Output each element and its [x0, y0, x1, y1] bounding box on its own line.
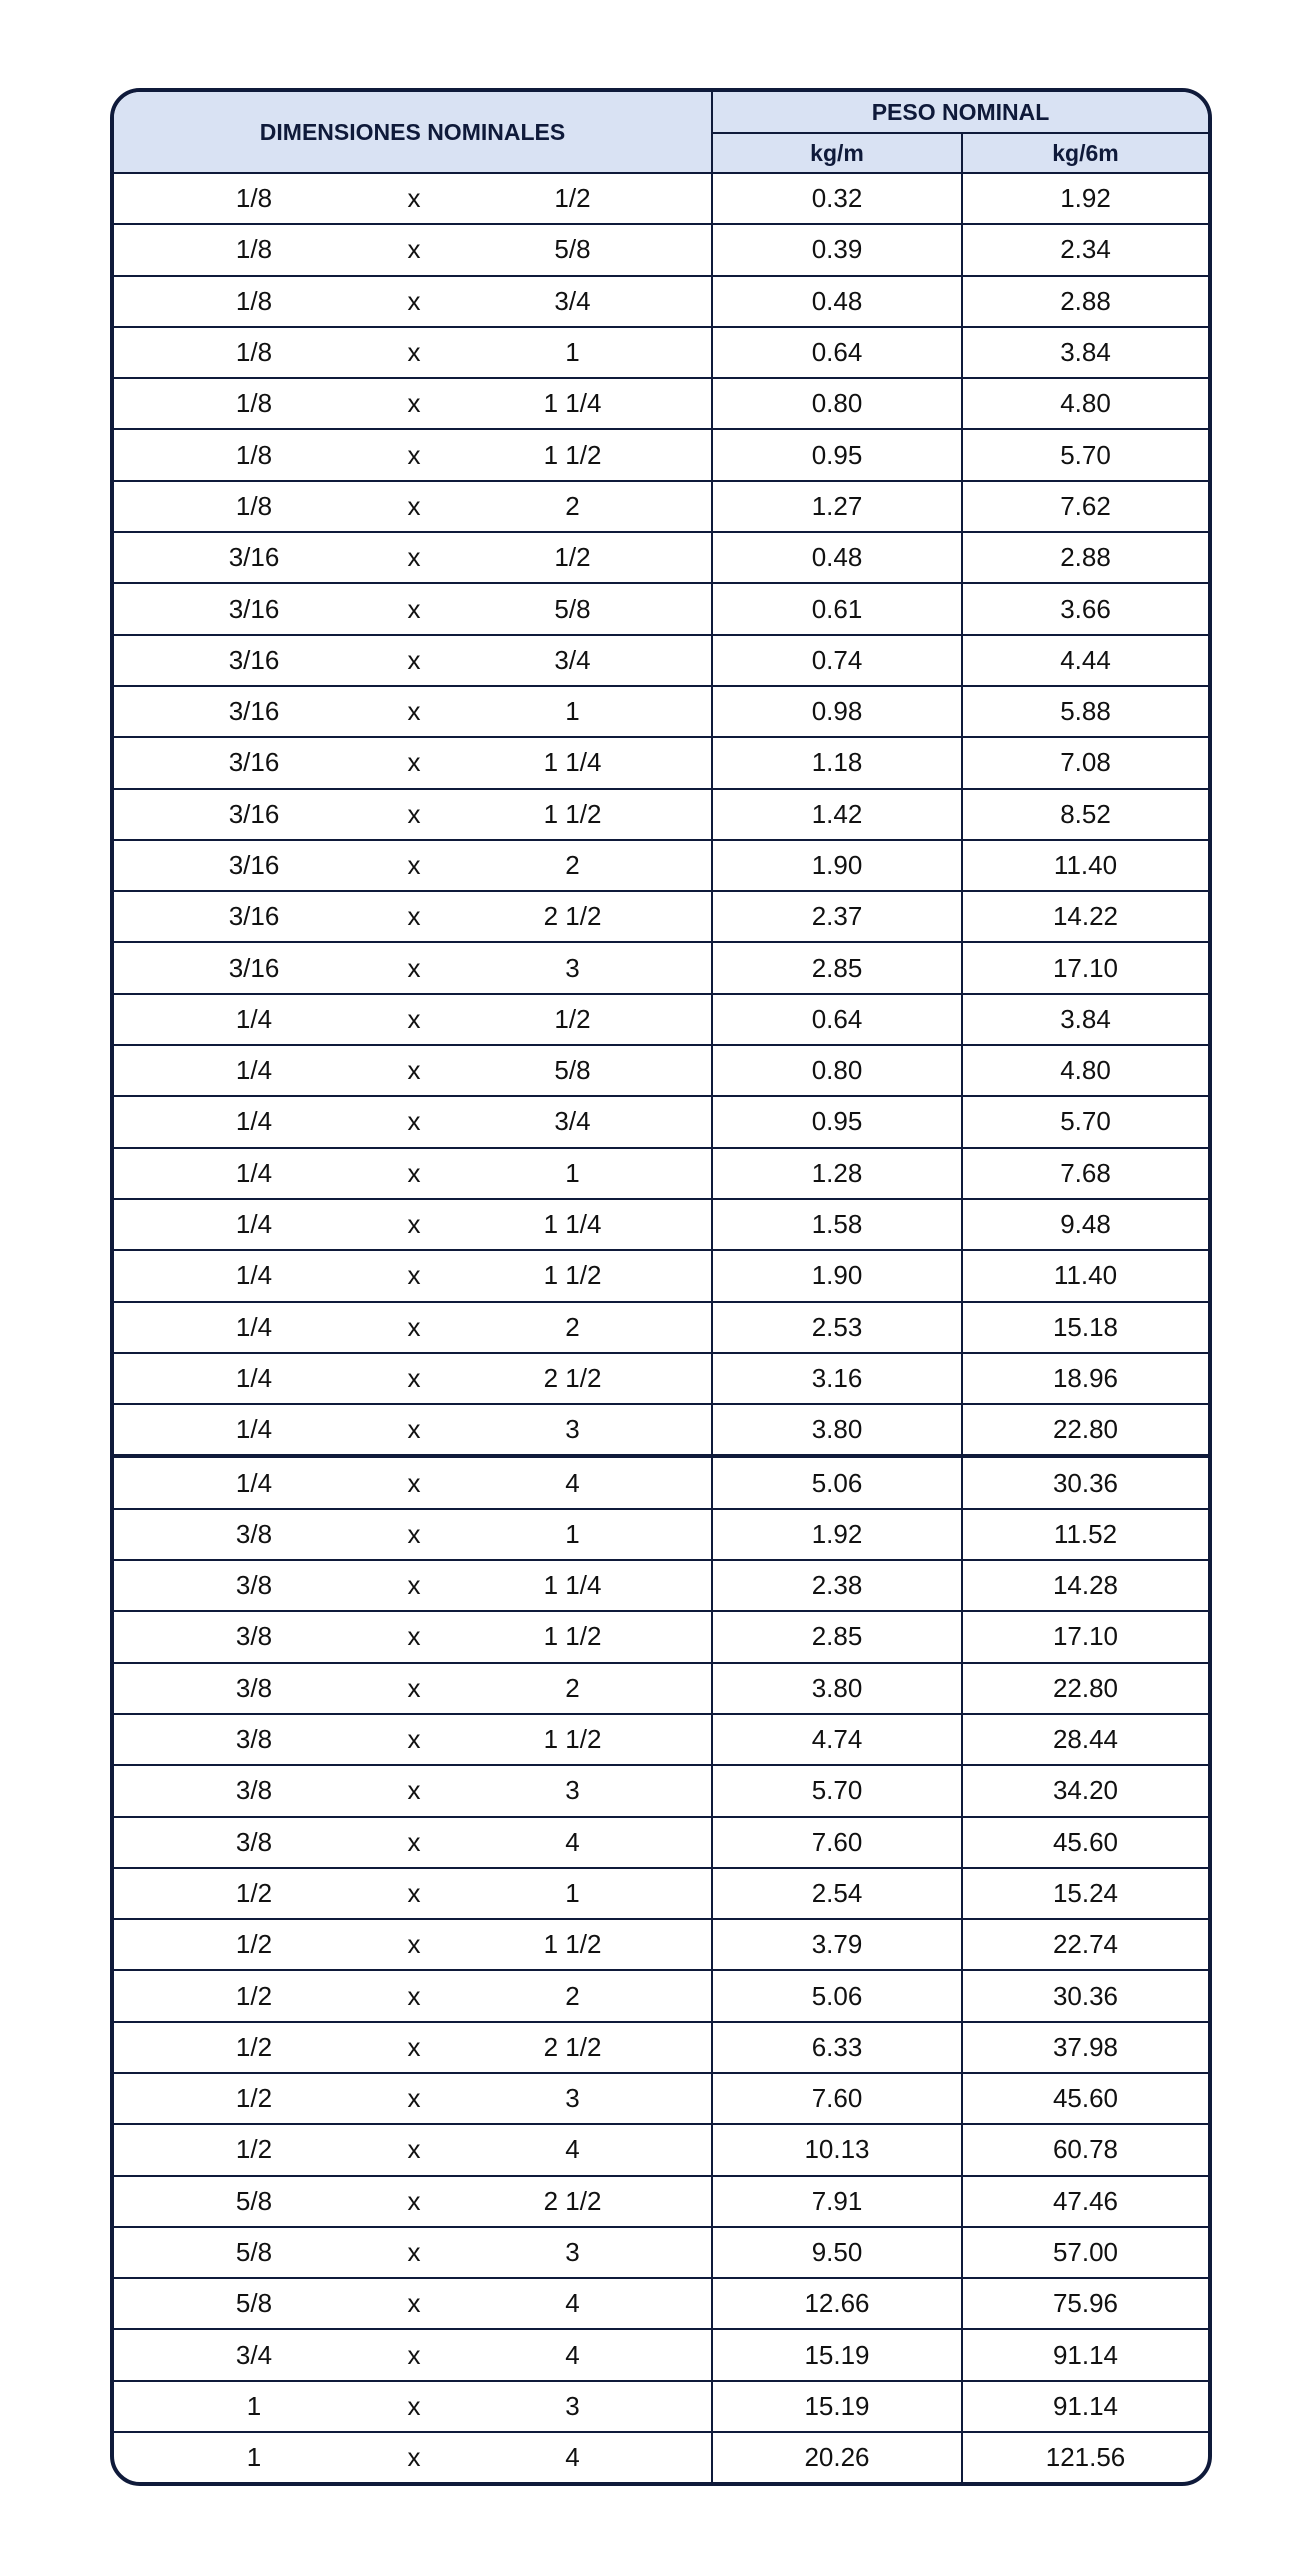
- weight-kg-per-6m: 14.28: [962, 1560, 1208, 1611]
- dim-width: 4: [434, 1817, 712, 1868]
- dim-width: 1 1/2: [434, 1714, 712, 1765]
- table-row: [114, 1714, 1208, 1765]
- weight-kg-per-m: 3.80: [712, 1663, 962, 1714]
- dim-width: 2: [434, 1663, 712, 1714]
- dim-separator: x: [394, 1817, 434, 1868]
- dim-thickness: 1/4: [114, 1302, 394, 1353]
- weight-kg-per-m: 0.80: [712, 378, 962, 429]
- dim-separator: x: [394, 224, 434, 275]
- dim-width: 3: [434, 1404, 712, 1456]
- weight-kg-per-m: 0.48: [712, 276, 962, 327]
- weight-kg-per-6m: 45.60: [962, 2073, 1208, 2124]
- table-row: [114, 429, 1208, 480]
- dim-separator: x: [394, 1353, 434, 1404]
- dim-width: 4: [434, 2329, 712, 2380]
- dim-thickness: 3/16: [114, 840, 394, 891]
- weight-kg-per-m: 0.98: [712, 686, 962, 737]
- weight-kg-per-6m: 60.78: [962, 2124, 1208, 2175]
- weight-kg-per-m: 4.74: [712, 1714, 962, 1765]
- weight-kg-per-6m: 1.92: [962, 173, 1208, 224]
- dim-separator: x: [394, 942, 434, 993]
- table-row: [114, 1096, 1208, 1147]
- dim-width: 3: [434, 2227, 712, 2278]
- dim-thickness: 1/8: [114, 173, 394, 224]
- dim-width: 4: [434, 1456, 712, 1508]
- dim-width: 1 1/4: [434, 737, 712, 788]
- weight-kg-per-6m: 45.60: [962, 1817, 1208, 1868]
- dim-separator: x: [394, 1509, 434, 1560]
- dim-width: 1 1/4: [434, 1199, 712, 1250]
- dim-width: 2 1/2: [434, 2176, 712, 2227]
- weight-kg-per-m: 0.95: [712, 1096, 962, 1147]
- dim-width: 3/4: [434, 1096, 712, 1147]
- table-row: [114, 1611, 1208, 1662]
- weight-kg-per-6m: 11.40: [962, 840, 1208, 891]
- dim-separator: x: [394, 1045, 434, 1096]
- dim-thickness: 3/8: [114, 1817, 394, 1868]
- dim-separator: x: [394, 2124, 434, 2175]
- table-row: [114, 2176, 1208, 2227]
- dim-thickness: 3/8: [114, 1714, 394, 1765]
- dim-thickness: 1/4: [114, 1096, 394, 1147]
- weight-kg-per-m: 5.06: [712, 1456, 962, 1508]
- weight-kg-per-6m: 3.84: [962, 327, 1208, 378]
- table-row: [114, 1868, 1208, 1919]
- table-row: [114, 2022, 1208, 2073]
- dim-thickness: 1/8: [114, 276, 394, 327]
- dim-thickness: 1/2: [114, 2022, 394, 2073]
- dim-thickness: 1/2: [114, 1868, 394, 1919]
- table-row: [114, 2432, 1208, 2482]
- header-peso-nominal: PESO NOMINAL: [712, 92, 1208, 133]
- weight-kg-per-6m: 37.98: [962, 2022, 1208, 2073]
- dim-width: 1 1/2: [434, 1919, 712, 1970]
- dim-width: 1: [434, 1148, 712, 1199]
- weight-kg-per-6m: 22.80: [962, 1404, 1208, 1456]
- weight-kg-per-m: 0.74: [712, 635, 962, 686]
- weight-kg-per-m: 1.27: [712, 481, 962, 532]
- weight-kg-per-m: 5.06: [712, 1970, 962, 2021]
- dim-thickness: 3/16: [114, 686, 394, 737]
- dim-separator: x: [394, 1404, 434, 1456]
- dim-thickness: 1: [114, 2381, 394, 2432]
- dim-separator: x: [394, 1970, 434, 2021]
- weight-kg-per-m: 2.38: [712, 1560, 962, 1611]
- dim-separator: x: [394, 789, 434, 840]
- dim-separator: x: [394, 1868, 434, 1919]
- dim-separator: x: [394, 2227, 434, 2278]
- weight-kg-per-m: 0.80: [712, 1045, 962, 1096]
- weights-table: [114, 92, 1208, 2482]
- dim-separator: x: [394, 2432, 434, 2482]
- dim-thickness: 3/16: [114, 635, 394, 686]
- weight-kg-per-6m: 3.84: [962, 994, 1208, 1045]
- table-row: [114, 635, 1208, 686]
- table-row: [114, 1404, 1208, 1456]
- dim-width: 3/4: [434, 635, 712, 686]
- table-row: [114, 1302, 1208, 1353]
- weight-kg-per-6m: 2.88: [962, 276, 1208, 327]
- dim-width: 1: [434, 1868, 712, 1919]
- dim-separator: x: [394, 1096, 434, 1147]
- dim-width: 4: [434, 2124, 712, 2175]
- table-row: [114, 2073, 1208, 2124]
- dim-separator: x: [394, 2176, 434, 2227]
- weight-kg-per-6m: 30.36: [962, 1970, 1208, 2021]
- weight-kg-per-m: 9.50: [712, 2227, 962, 2278]
- weight-kg-per-m: 7.60: [712, 1817, 962, 1868]
- weight-kg-per-6m: 15.24: [962, 1868, 1208, 1919]
- dim-thickness: 1/8: [114, 327, 394, 378]
- weight-kg-per-6m: 22.74: [962, 1919, 1208, 1970]
- dim-thickness: 1/8: [114, 224, 394, 275]
- dim-width: 3: [434, 1765, 712, 1816]
- dim-thickness: 1/4: [114, 1353, 394, 1404]
- table-row: [114, 327, 1208, 378]
- weight-kg-per-m: 2.53: [712, 1302, 962, 1353]
- dim-thickness: 5/8: [114, 2176, 394, 2227]
- weight-kg-per-6m: 22.80: [962, 1663, 1208, 1714]
- weight-kg-per-m: 15.19: [712, 2381, 962, 2432]
- weight-kg-per-m: 1.42: [712, 789, 962, 840]
- dim-separator: x: [394, 1250, 434, 1301]
- weight-kg-per-6m: 47.46: [962, 2176, 1208, 2227]
- dim-separator: x: [394, 1611, 434, 1662]
- weight-kg-per-m: 1.18: [712, 737, 962, 788]
- dim-thickness: 3/16: [114, 583, 394, 634]
- dim-separator: x: [394, 635, 434, 686]
- dim-width: 3: [434, 2381, 712, 2432]
- dim-thickness: 3/8: [114, 1509, 394, 1560]
- dim-thickness: 1/8: [114, 378, 394, 429]
- table-row: [114, 686, 1208, 737]
- dim-width: 3: [434, 942, 712, 993]
- dim-thickness: 3/16: [114, 789, 394, 840]
- weight-kg-per-6m: 18.96: [962, 1353, 1208, 1404]
- dim-separator: x: [394, 429, 434, 480]
- dim-separator: x: [394, 1302, 434, 1353]
- table-row: [114, 737, 1208, 788]
- table-row: [114, 583, 1208, 634]
- dim-separator: x: [394, 532, 434, 583]
- weight-kg-per-6m: 4.44: [962, 635, 1208, 686]
- dim-thickness: 1/2: [114, 1970, 394, 2021]
- table-row: [114, 1148, 1208, 1199]
- dim-separator: x: [394, 2381, 434, 2432]
- dim-separator: x: [394, 1919, 434, 1970]
- dim-width: 1 1/2: [434, 1250, 712, 1301]
- dim-thickness: 1/4: [114, 1404, 394, 1456]
- weight-kg-per-m: 2.37: [712, 891, 962, 942]
- dim-width: 2: [434, 1970, 712, 2021]
- table-row: [114, 840, 1208, 891]
- weight-kg-per-6m: 5.88: [962, 686, 1208, 737]
- weight-kg-per-6m: 121.56: [962, 2432, 1208, 2482]
- weight-kg-per-m: 0.64: [712, 327, 962, 378]
- table-row: [114, 2278, 1208, 2329]
- dim-thickness: 3/8: [114, 1611, 394, 1662]
- table-row: [114, 1970, 1208, 2021]
- dim-separator: x: [394, 2329, 434, 2380]
- table-body: [114, 173, 1208, 2482]
- dim-thickness: 5/8: [114, 2278, 394, 2329]
- dim-width: 1/2: [434, 994, 712, 1045]
- weight-kg-per-6m: 9.48: [962, 1199, 1208, 1250]
- dim-thickness: 1/8: [114, 481, 394, 532]
- dim-separator: x: [394, 891, 434, 942]
- weight-kg-per-6m: 7.08: [962, 737, 1208, 788]
- weight-kg-per-6m: 91.14: [962, 2329, 1208, 2380]
- dim-width: 1: [434, 1509, 712, 1560]
- table-row: [114, 224, 1208, 275]
- table-row: [114, 1045, 1208, 1096]
- weight-kg-per-m: 0.39: [712, 224, 962, 275]
- dim-thickness: 1/2: [114, 2124, 394, 2175]
- dim-width: 1/2: [434, 532, 712, 583]
- weight-kg-per-m: 1.58: [712, 1199, 962, 1250]
- weight-kg-per-m: 12.66: [712, 2278, 962, 2329]
- weight-kg-per-m: 0.32: [712, 173, 962, 224]
- dim-width: 2 1/2: [434, 891, 712, 942]
- dim-width: 1: [434, 327, 712, 378]
- table-row: [114, 1250, 1208, 1301]
- dim-separator: x: [394, 994, 434, 1045]
- table-row: [114, 173, 1208, 224]
- header-kg-per-6m: kg/6m: [962, 133, 1208, 173]
- weight-kg-per-m: 5.70: [712, 1765, 962, 1816]
- dim-separator: x: [394, 173, 434, 224]
- table-row: [114, 532, 1208, 583]
- weight-kg-per-6m: 2.34: [962, 224, 1208, 275]
- header-kg-per-m: kg/m: [712, 133, 962, 173]
- weight-kg-per-6m: 7.68: [962, 1148, 1208, 1199]
- weight-kg-per-m: 0.48: [712, 532, 962, 583]
- weight-kg-per-m: 15.19: [712, 2329, 962, 2380]
- weight-kg-per-6m: 75.96: [962, 2278, 1208, 2329]
- weight-kg-per-6m: 17.10: [962, 942, 1208, 993]
- dim-thickness: 3/16: [114, 532, 394, 583]
- weight-kg-per-m: 3.79: [712, 1919, 962, 1970]
- weight-kg-per-6m: 8.52: [962, 789, 1208, 840]
- dim-width: 5/8: [434, 1045, 712, 1096]
- dim-width: 2 1/2: [434, 1353, 712, 1404]
- dim-thickness: 3/8: [114, 1560, 394, 1611]
- weight-kg-per-m: 0.61: [712, 583, 962, 634]
- weight-kg-per-6m: 14.22: [962, 891, 1208, 942]
- table-header: [114, 92, 1208, 173]
- dim-width: 4: [434, 2432, 712, 2482]
- dim-width: 2 1/2: [434, 2022, 712, 2073]
- dim-width: 1 1/2: [434, 429, 712, 480]
- dim-separator: x: [394, 2022, 434, 2073]
- weight-kg-per-6m: 17.10: [962, 1611, 1208, 1662]
- dim-separator: x: [394, 1456, 434, 1508]
- weight-kg-per-6m: 4.80: [962, 378, 1208, 429]
- table-row: [114, 1765, 1208, 1816]
- table-row: [114, 2381, 1208, 2432]
- weight-kg-per-m: 0.95: [712, 429, 962, 480]
- dim-thickness: 3/16: [114, 942, 394, 993]
- table-row: [114, 481, 1208, 532]
- table-row: [114, 1919, 1208, 1970]
- dim-thickness: 5/8: [114, 2227, 394, 2278]
- table-row: [114, 276, 1208, 327]
- dim-separator: x: [394, 481, 434, 532]
- dim-thickness: 3/4: [114, 2329, 394, 2380]
- weight-kg-per-6m: 5.70: [962, 1096, 1208, 1147]
- dim-separator: x: [394, 1199, 434, 1250]
- table-row: [114, 994, 1208, 1045]
- table-row: [114, 2227, 1208, 2278]
- dim-width: 2: [434, 1302, 712, 1353]
- table-row: [114, 891, 1208, 942]
- weight-kg-per-m: 20.26: [712, 2432, 962, 2482]
- dim-separator: x: [394, 1714, 434, 1765]
- dim-thickness: 3/8: [114, 1663, 394, 1714]
- header-dimensiones: DIMENSIONES NOMINALES: [114, 92, 712, 173]
- table-row: [114, 1353, 1208, 1404]
- table-row: [114, 1560, 1208, 1611]
- weight-kg-per-6m: 2.88: [962, 532, 1208, 583]
- weight-kg-per-m: 2.85: [712, 942, 962, 993]
- dim-width: 1/2: [434, 173, 712, 224]
- dim-width: 1 1/2: [434, 789, 712, 840]
- weight-kg-per-6m: 3.66: [962, 583, 1208, 634]
- dim-thickness: 3/16: [114, 737, 394, 788]
- dim-separator: x: [394, 1765, 434, 1816]
- table-row: [114, 1456, 1208, 1508]
- weight-kg-per-m: 7.60: [712, 2073, 962, 2124]
- dim-thickness: 1/4: [114, 1148, 394, 1199]
- dim-thickness: 1/4: [114, 1199, 394, 1250]
- dim-width: 1: [434, 686, 712, 737]
- dim-separator: x: [394, 276, 434, 327]
- dim-thickness: 3/8: [114, 1765, 394, 1816]
- table-row: [114, 1199, 1208, 1250]
- dim-separator: x: [394, 378, 434, 429]
- dim-thickness: 1: [114, 2432, 394, 2482]
- table-row: [114, 2124, 1208, 2175]
- weight-kg-per-m: 6.33: [712, 2022, 962, 2073]
- weight-kg-per-6m: 28.44: [962, 1714, 1208, 1765]
- dim-separator: x: [394, 1148, 434, 1199]
- dim-thickness: 1/4: [114, 1045, 394, 1096]
- weight-kg-per-m: 7.91: [712, 2176, 962, 2227]
- dim-thickness: 1/4: [114, 1250, 394, 1301]
- dim-thickness: 1/2: [114, 1919, 394, 1970]
- dim-separator: x: [394, 840, 434, 891]
- table-row: [114, 789, 1208, 840]
- weight-kg-per-m: 1.90: [712, 1250, 962, 1301]
- dim-width: 1 1/4: [434, 378, 712, 429]
- weight-kg-per-m: 2.85: [712, 1611, 962, 1662]
- table-row: [114, 1817, 1208, 1868]
- weight-kg-per-m: 1.28: [712, 1148, 962, 1199]
- weight-kg-per-6m: 34.20: [962, 1765, 1208, 1816]
- table-row: [114, 378, 1208, 429]
- dim-width: 1 1/4: [434, 1560, 712, 1611]
- weight-kg-per-6m: 57.00: [962, 2227, 1208, 2278]
- dim-width: 3/4: [434, 276, 712, 327]
- dim-thickness: 1/8: [114, 429, 394, 480]
- weight-kg-per-6m: 30.36: [962, 1456, 1208, 1508]
- dim-separator: x: [394, 2073, 434, 2124]
- table-row: [114, 942, 1208, 993]
- weight-kg-per-6m: 11.52: [962, 1509, 1208, 1560]
- dim-width: 5/8: [434, 224, 712, 275]
- dim-thickness: 3/16: [114, 891, 394, 942]
- weight-kg-per-m: 2.54: [712, 1868, 962, 1919]
- weight-kg-per-6m: 4.80: [962, 1045, 1208, 1096]
- dim-separator: x: [394, 737, 434, 788]
- dim-width: 1 1/2: [434, 1611, 712, 1662]
- weights-table-frame: [110, 88, 1212, 2486]
- table-row: [114, 1663, 1208, 1714]
- dim-thickness: 1/4: [114, 994, 394, 1045]
- table-row: [114, 2329, 1208, 2380]
- weight-kg-per-6m: 91.14: [962, 2381, 1208, 2432]
- weight-kg-per-m: 3.80: [712, 1404, 962, 1456]
- dim-separator: x: [394, 1663, 434, 1714]
- dim-width: 3: [434, 2073, 712, 2124]
- dim-width: 2: [434, 481, 712, 532]
- weight-kg-per-6m: 5.70: [962, 429, 1208, 480]
- weight-kg-per-6m: 15.18: [962, 1302, 1208, 1353]
- weight-kg-per-m: 1.92: [712, 1509, 962, 1560]
- dim-separator: x: [394, 686, 434, 737]
- weight-kg-per-m: 0.64: [712, 994, 962, 1045]
- weight-kg-per-m: 1.90: [712, 840, 962, 891]
- dim-width: 4: [434, 2278, 712, 2329]
- dim-thickness: 1/4: [114, 1456, 394, 1508]
- dim-thickness: 1/2: [114, 2073, 394, 2124]
- weight-kg-per-m: 10.13: [712, 2124, 962, 2175]
- dim-separator: x: [394, 1560, 434, 1611]
- weight-kg-per-6m: 11.40: [962, 1250, 1208, 1301]
- dim-width: 5/8: [434, 583, 712, 634]
- table-row: [114, 1509, 1208, 1560]
- dim-separator: x: [394, 583, 434, 634]
- dim-separator: x: [394, 2278, 434, 2329]
- weight-kg-per-m: 3.16: [712, 1353, 962, 1404]
- dim-separator: x: [394, 327, 434, 378]
- dim-width: 2: [434, 840, 712, 891]
- weight-kg-per-6m: 7.62: [962, 481, 1208, 532]
